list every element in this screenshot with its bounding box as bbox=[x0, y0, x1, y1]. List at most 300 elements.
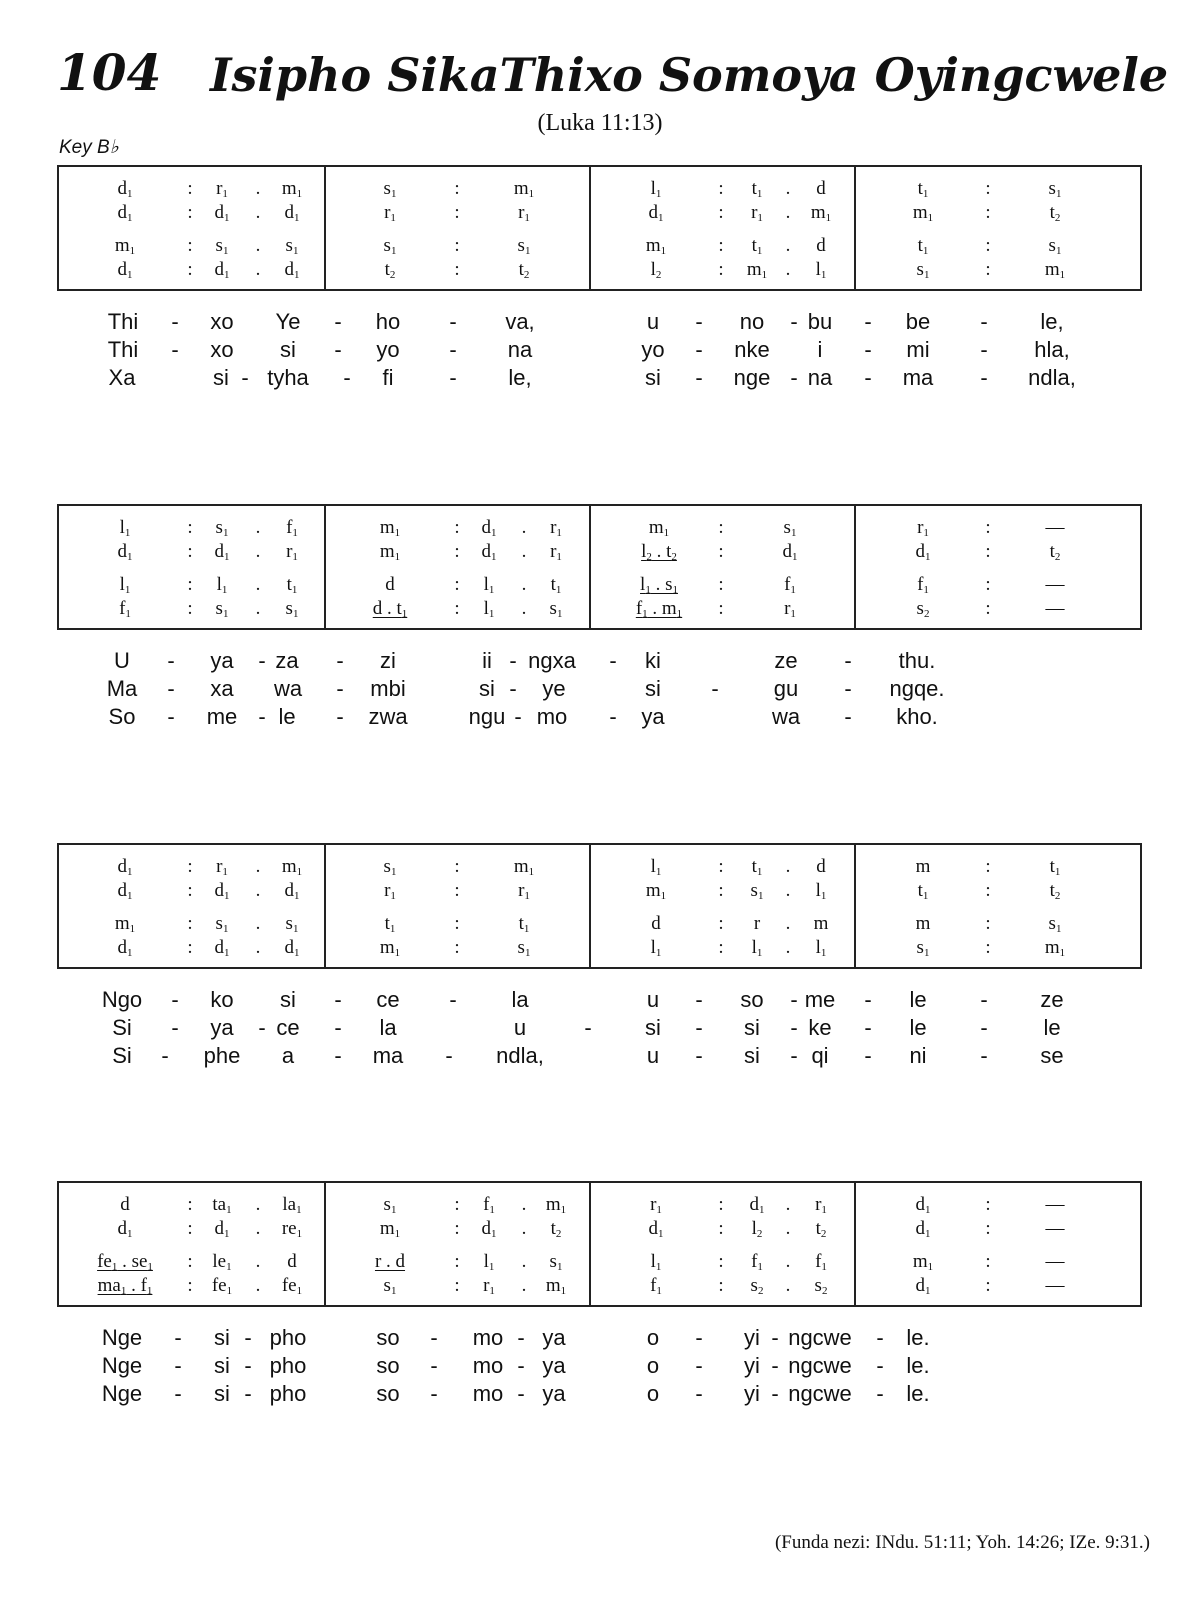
beat-colon: : bbox=[985, 937, 991, 958]
solfa-note: $t_2$ bbox=[384, 259, 396, 281]
solfa-note: $s_1$ bbox=[783, 517, 797, 539]
lyric-syllable: pho bbox=[269, 1353, 307, 1378]
half-beat-dot: . bbox=[785, 1218, 791, 1239]
beat-colon: : bbox=[454, 856, 460, 877]
lyric-line bbox=[0, 675, 1200, 705]
solfa-note: $d_1$ bbox=[481, 541, 497, 563]
solfa-note: $t_2$ bbox=[518, 259, 530, 281]
syllable-hyphen: - bbox=[509, 648, 517, 673]
lyric-line bbox=[0, 308, 1200, 338]
lyric-syllable: Ngo bbox=[101, 987, 143, 1012]
solfa-note: $t_1$ bbox=[518, 913, 530, 935]
syllable-hyphen: - bbox=[876, 1381, 884, 1406]
lyric-syllable: Si bbox=[112, 1015, 132, 1040]
syllable-hyphen: - bbox=[167, 676, 175, 701]
beat-colon: : bbox=[718, 598, 724, 619]
solfa-note: $s_2$ bbox=[750, 1275, 764, 1297]
syllable-hyphen: - bbox=[241, 365, 249, 390]
lyric-syllable: si bbox=[214, 1353, 230, 1378]
solfa-note: $r_1$ bbox=[286, 541, 298, 563]
solfa-note: $s_1$ bbox=[383, 235, 397, 257]
beat-colon: : bbox=[985, 517, 991, 538]
beat-colon: : bbox=[985, 598, 991, 619]
half-beat-dot: . bbox=[785, 202, 791, 223]
voice-row bbox=[59, 855, 1140, 879]
beat-colon: : bbox=[454, 541, 460, 562]
beat-colon: : bbox=[454, 937, 460, 958]
lyric-syllable: i bbox=[817, 337, 823, 362]
syllable-hyphen: - bbox=[517, 1325, 525, 1350]
beat-colon: : bbox=[718, 937, 724, 958]
solfa-note: $m_1$ bbox=[746, 259, 768, 281]
lyric-syllable: si bbox=[645, 365, 661, 390]
lyric-syllable: o bbox=[646, 1353, 660, 1378]
lyric-syllable: wa bbox=[273, 676, 303, 701]
lyric-syllable: ngcwe bbox=[788, 1353, 852, 1378]
staff-system-2 bbox=[57, 504, 1142, 630]
half-beat-dot: . bbox=[785, 913, 791, 934]
solfa-note: $m_1$ bbox=[645, 880, 667, 902]
syllable-hyphen: - bbox=[876, 1353, 884, 1378]
solfa-note: $d_1$ bbox=[117, 541, 133, 563]
beat-colon: : bbox=[454, 517, 460, 538]
beat-colon: : bbox=[187, 235, 193, 256]
lyric-syllable: so bbox=[740, 987, 764, 1012]
lyric-syllable: kho. bbox=[896, 704, 938, 729]
solfa-note: $t_1$ bbox=[917, 235, 929, 257]
lyric-syllable: le. bbox=[906, 1381, 930, 1406]
lyric-syllable: u bbox=[646, 309, 660, 334]
scripture-reference: (Luka 11:13) bbox=[537, 110, 663, 136]
lyric-syllable: thu. bbox=[898, 648, 936, 673]
lyric-syllable: mo bbox=[472, 1381, 504, 1406]
solfa-note: $s_1$ bbox=[383, 178, 397, 200]
lyric-syllable: ngqe. bbox=[889, 676, 945, 701]
half-beat-dot: . bbox=[521, 1251, 527, 1272]
lyric-syllable: za bbox=[275, 648, 299, 673]
lyric-syllable: xo bbox=[210, 337, 234, 362]
lyric-syllable: Nge bbox=[101, 1381, 143, 1406]
lyric-syllable: pho bbox=[269, 1325, 307, 1350]
staff-system-4 bbox=[57, 1181, 1142, 1307]
lyric-line bbox=[0, 647, 1200, 677]
solfa-note: $s_1$ bbox=[549, 1251, 563, 1273]
solfa-note: r . d bbox=[374, 1251, 406, 1272]
lyric-syllable: nke bbox=[734, 337, 770, 362]
solfa-note: $l_1$ bbox=[483, 1251, 495, 1273]
solfa-note: $s_1$ bbox=[549, 598, 563, 620]
solfa-note: $l_1$ bbox=[119, 517, 131, 539]
syllable-hyphen: - bbox=[695, 1353, 703, 1378]
solfa-note: $f_1$ bbox=[650, 1275, 662, 1297]
hymn-title: Isipho SikaThixo Somoya Oyingcwele bbox=[210, 48, 1169, 102]
syllable-hyphen: - bbox=[174, 1325, 182, 1350]
lyric-syllable: la bbox=[379, 1015, 397, 1040]
lyric-syllable: bu bbox=[807, 309, 833, 334]
voice-row bbox=[59, 936, 1140, 960]
half-beat-dot: . bbox=[255, 202, 261, 223]
half-beat-dot: . bbox=[785, 1194, 791, 1215]
beat-colon: : bbox=[187, 517, 193, 538]
solfa-note: $l_1$ bbox=[650, 1251, 662, 1273]
syllable-hyphen: - bbox=[844, 704, 852, 729]
syllable-hyphen: - bbox=[609, 704, 617, 729]
solfa-note: $t_1$ bbox=[751, 235, 763, 257]
footer-references: (Funda nezi: INdu. 51:11; Yoh. 14:26; IZe. 9:31.) bbox=[774, 1532, 1150, 1553]
voice-row bbox=[59, 1193, 1140, 1217]
lyric-syllable: ngu bbox=[468, 704, 506, 729]
lyric-syllable: Nge bbox=[101, 1325, 143, 1350]
lyric-syllable: ii bbox=[482, 648, 492, 673]
lyric-syllable: a bbox=[281, 1043, 295, 1068]
solfa-note: $d_1$ bbox=[117, 880, 133, 902]
solfa-note: $l_1$ bbox=[815, 937, 827, 959]
syllable-hyphen: - bbox=[695, 987, 703, 1012]
syllable-hyphen: - bbox=[980, 337, 988, 362]
solfa-note: $m_1$ bbox=[379, 541, 401, 563]
voice-row bbox=[59, 1274, 1140, 1298]
lyric-syllable: si bbox=[280, 987, 296, 1012]
solfa-note: $f_1$ . $m_1$ bbox=[635, 598, 683, 620]
lyric-syllable: yi bbox=[744, 1353, 760, 1378]
half-beat-dot: . bbox=[785, 880, 791, 901]
solfa-note: $m_1$ bbox=[545, 1194, 567, 1216]
syllable-hyphen: - bbox=[864, 1043, 872, 1068]
solfa-note: $l_2$ . $t_2$ bbox=[641, 541, 677, 563]
solfa-note: $d_1$ bbox=[648, 1218, 664, 1240]
beat-colon: : bbox=[187, 913, 193, 934]
lyric-syllable: mbi bbox=[370, 676, 406, 701]
solfa-note: $fe_1$ bbox=[211, 1275, 233, 1297]
syllable-hyphen: - bbox=[695, 309, 703, 334]
lyric-syllable: le bbox=[278, 704, 296, 729]
beat-colon: : bbox=[454, 1194, 460, 1215]
syllable-hyphen: - bbox=[695, 1325, 703, 1350]
syllable-hyphen: - bbox=[244, 1325, 252, 1350]
solfa-note: $r_1$ bbox=[550, 517, 562, 539]
solfa-note: $m_1$ bbox=[545, 1275, 567, 1297]
beat-colon: : bbox=[454, 913, 460, 934]
solfa-note: $m_1$ bbox=[513, 856, 535, 878]
beat-colon: : bbox=[187, 202, 193, 223]
solfa-note: $t_1$ bbox=[1049, 856, 1061, 878]
syllable-hyphen: - bbox=[430, 1353, 438, 1378]
solfa-note: $l_1$ bbox=[119, 574, 131, 596]
solfa-note: $m_1$ bbox=[912, 202, 934, 224]
lyric-syllable: la bbox=[511, 987, 529, 1012]
solfa-note: $l_1$ bbox=[815, 259, 827, 281]
solfa-note: $s_2$ bbox=[916, 598, 930, 620]
solfa-note: $ma_1$ . $f_1$ bbox=[97, 1275, 153, 1297]
solfa-note: $f_1$ bbox=[751, 1251, 763, 1273]
solfa-note: $d_1$ bbox=[648, 202, 664, 224]
syllable-hyphen: - bbox=[171, 337, 179, 362]
syllable-hyphen: - bbox=[445, 1043, 453, 1068]
solfa-note: m bbox=[915, 913, 931, 934]
syllable-hyphen: - bbox=[844, 648, 852, 673]
syllable-hyphen: - bbox=[980, 1043, 988, 1068]
lyric-syllable: le. bbox=[906, 1325, 930, 1350]
lyric-syllable: si bbox=[479, 676, 495, 701]
half-beat-dot: . bbox=[255, 517, 261, 538]
syllable-hyphen: - bbox=[864, 987, 872, 1012]
lyric-syllable: ma bbox=[902, 365, 934, 390]
solfa-note: $le_1$ bbox=[212, 1251, 232, 1273]
lyric-syllable: na bbox=[507, 337, 533, 362]
lyric-syllable: be bbox=[905, 309, 931, 334]
lyric-syllable: si bbox=[744, 1043, 760, 1068]
beat-colon: : bbox=[187, 1218, 193, 1239]
solfa-note: m bbox=[813, 913, 829, 934]
half-beat-dot: . bbox=[255, 1194, 261, 1215]
solfa-note: $m_1$ bbox=[281, 178, 303, 200]
lyric-syllable: zi bbox=[380, 648, 396, 673]
syllable-hyphen: - bbox=[844, 676, 852, 701]
lyric-syllable: ce bbox=[376, 987, 400, 1012]
lyric-syllable: le. bbox=[906, 1353, 930, 1378]
solfa-note: $s_1$ bbox=[285, 598, 299, 620]
solfa-note: d bbox=[120, 1194, 130, 1215]
beat-colon: : bbox=[454, 1275, 460, 1296]
beat-colon: : bbox=[187, 259, 193, 280]
solfa-note: $d_1$ bbox=[214, 541, 230, 563]
solfa-note: — bbox=[1045, 1275, 1065, 1296]
lyric-syllable: ndla, bbox=[1028, 365, 1076, 390]
beat-colon: : bbox=[187, 856, 193, 877]
solfa-note: $t_1$ bbox=[286, 574, 298, 596]
lyric-syllable: le bbox=[909, 1015, 927, 1040]
syllable-hyphen: - bbox=[790, 365, 798, 390]
solfa-note: $s_1$ bbox=[285, 913, 299, 935]
lyric-syllable: le bbox=[1043, 1015, 1061, 1040]
syllable-hyphen: - bbox=[980, 365, 988, 390]
beat-colon: : bbox=[985, 541, 991, 562]
syllable-hyphen: - bbox=[695, 1381, 703, 1406]
staff-system-3 bbox=[57, 843, 1142, 969]
syllable-hyphen: - bbox=[449, 337, 457, 362]
solfa-note: $l_2$ bbox=[751, 1218, 763, 1240]
lyric-syllable: u bbox=[646, 987, 660, 1012]
lyric-syllable: U bbox=[114, 648, 130, 673]
beat-colon: : bbox=[454, 235, 460, 256]
solfa-note: — bbox=[1045, 574, 1065, 595]
solfa-note: $t_2$ bbox=[815, 1218, 827, 1240]
lyric-syllable: Nge bbox=[101, 1353, 143, 1378]
half-beat-dot: . bbox=[255, 598, 261, 619]
voice-row bbox=[59, 516, 1140, 540]
solfa-note: $l_1$ bbox=[815, 880, 827, 902]
solfa-note: $m_1$ bbox=[645, 235, 667, 257]
lyric-syllable: gu bbox=[773, 676, 799, 701]
solfa-note: $r_1$ bbox=[650, 1194, 662, 1216]
half-beat-dot: . bbox=[785, 1275, 791, 1296]
lyric-syllable: ke bbox=[808, 1015, 832, 1040]
solfa-note: $r_1$ bbox=[483, 1275, 495, 1297]
solfa-note: d bbox=[385, 574, 395, 595]
lyric-syllable: ze bbox=[1040, 987, 1064, 1012]
half-beat-dot: . bbox=[785, 1251, 791, 1272]
solfa-note: $l_1$ bbox=[483, 598, 495, 620]
beat-colon: : bbox=[187, 1194, 193, 1215]
beat-colon: : bbox=[187, 178, 193, 199]
lyric-syllable: tyha bbox=[267, 365, 309, 390]
lyric-syllable: mo bbox=[472, 1353, 504, 1378]
solfa-note: $t_1$ bbox=[751, 856, 763, 878]
half-beat-dot: . bbox=[255, 913, 261, 934]
lyric-syllable: yo bbox=[376, 337, 400, 362]
lyric-syllable: mo bbox=[472, 1325, 504, 1350]
beat-colon: : bbox=[718, 1194, 724, 1215]
lyric-syllable: si bbox=[213, 365, 229, 390]
lyric-syllable: le, bbox=[508, 365, 532, 390]
lyric-syllable: Ma bbox=[106, 676, 138, 701]
lyric-syllable: ze bbox=[774, 648, 798, 673]
lyric-syllable: nge bbox=[733, 365, 771, 390]
half-beat-dot: . bbox=[521, 574, 527, 595]
solfa-note: $d_1$ bbox=[284, 937, 300, 959]
solfa-note: $s_1$ bbox=[215, 598, 229, 620]
half-beat-dot: . bbox=[785, 178, 791, 199]
syllable-hyphen: - bbox=[695, 1015, 703, 1040]
solfa-note: $d_1$ bbox=[117, 856, 133, 878]
half-beat-dot: . bbox=[255, 1275, 261, 1296]
syllable-hyphen: - bbox=[171, 987, 179, 1012]
beat-colon: : bbox=[718, 202, 724, 223]
solfa-note: d . $t_1$ bbox=[372, 598, 408, 620]
lyric-syllable: me bbox=[206, 704, 238, 729]
solfa-note: $f_1$ bbox=[286, 517, 298, 539]
solfa-note: d bbox=[816, 178, 826, 199]
lyric-syllable: ma bbox=[372, 1043, 404, 1068]
lyric-line bbox=[0, 1014, 1200, 1044]
syllable-hyphen: - bbox=[980, 309, 988, 334]
lyric-syllable: si bbox=[280, 337, 296, 362]
solfa-note: m bbox=[915, 856, 931, 877]
lyric-syllable: va, bbox=[505, 309, 535, 334]
solfa-note: $d_1$ bbox=[117, 259, 133, 281]
lyric-syllable: u bbox=[513, 1015, 527, 1040]
beat-colon: : bbox=[718, 856, 724, 877]
solfa-note: $d_1$ bbox=[214, 259, 230, 281]
solfa-note: $s_1$ bbox=[383, 856, 397, 878]
syllable-hyphen: - bbox=[790, 1015, 798, 1040]
voice-row bbox=[59, 879, 1140, 903]
lyric-syllable: ngcwe bbox=[788, 1381, 852, 1406]
half-beat-dot: . bbox=[521, 598, 527, 619]
beat-colon: : bbox=[985, 913, 991, 934]
solfa-note: $d_1$ bbox=[782, 541, 798, 563]
solfa-note: $s_1$ bbox=[750, 880, 764, 902]
lyric-syllable: Xa bbox=[108, 365, 136, 390]
lyric-syllable: yo bbox=[641, 337, 665, 362]
solfa-note: $d_1$ bbox=[117, 1218, 133, 1240]
syllable-hyphen: - bbox=[695, 1043, 703, 1068]
lyric-syllable: mo bbox=[536, 704, 568, 729]
solfa-note: $s_1$ bbox=[517, 937, 531, 959]
lyric-syllable: na bbox=[807, 365, 833, 390]
beat-colon: : bbox=[718, 574, 724, 595]
solfa-note: $r_1$ bbox=[917, 517, 929, 539]
lyric-syllable: ya bbox=[210, 1015, 234, 1040]
syllable-hyphen: - bbox=[336, 648, 344, 673]
half-beat-dot: . bbox=[785, 937, 791, 958]
syllable-hyphen: - bbox=[876, 1325, 884, 1350]
beat-colon: : bbox=[187, 880, 193, 901]
solfa-note: $ta_1$ bbox=[212, 1194, 232, 1216]
solfa-note: $t_1$ bbox=[384, 913, 396, 935]
voice-row bbox=[59, 597, 1140, 621]
solfa-note: $l_1$ bbox=[483, 574, 495, 596]
voice-row bbox=[59, 177, 1140, 201]
solfa-note: $r_1$ bbox=[815, 1194, 827, 1216]
solfa-note: $t_2$ bbox=[1049, 541, 1061, 563]
solfa-note: $s_1$ bbox=[517, 235, 531, 257]
solfa-note: $m_1$ bbox=[513, 178, 535, 200]
solfa-note: $d_1$ bbox=[214, 880, 230, 902]
voice-row bbox=[59, 1250, 1140, 1274]
solfa-note: — bbox=[1045, 1218, 1065, 1239]
half-beat-dot: . bbox=[521, 541, 527, 562]
syllable-hyphen: - bbox=[334, 987, 342, 1012]
solfa-note: $r_1$ bbox=[216, 178, 228, 200]
syllable-hyphen: - bbox=[244, 1353, 252, 1378]
syllable-hyphen: - bbox=[334, 1015, 342, 1040]
voice-row bbox=[59, 1217, 1140, 1241]
beat-colon: : bbox=[718, 178, 724, 199]
syllable-hyphen: - bbox=[336, 676, 344, 701]
solfa-note: $r_1$ bbox=[518, 202, 530, 224]
half-beat-dot: . bbox=[255, 541, 261, 562]
solfa-note: $d_1$ bbox=[214, 937, 230, 959]
lyric-syllable: mi bbox=[906, 337, 930, 362]
syllable-hyphen: - bbox=[695, 337, 703, 362]
half-beat-dot: . bbox=[785, 856, 791, 877]
lyric-syllable: Thi bbox=[107, 309, 139, 334]
lyric-syllable: xo bbox=[210, 309, 234, 334]
lyric-syllable: ngcwe bbox=[788, 1325, 852, 1350]
lyric-syllable: si bbox=[645, 676, 661, 701]
syllable-hyphen: - bbox=[449, 365, 457, 390]
beat-colon: : bbox=[718, 1275, 724, 1296]
lyric-line bbox=[0, 1380, 1200, 1410]
solfa-note: $s_1$ bbox=[916, 259, 930, 281]
lyric-syllable: ya bbox=[210, 648, 234, 673]
lyric-syllable: Thi bbox=[107, 337, 139, 362]
solfa-note: $s_1$ bbox=[1048, 178, 1062, 200]
lyric-syllable: ya bbox=[641, 704, 665, 729]
lyric-syllable: si bbox=[744, 1015, 760, 1040]
lyric-line bbox=[0, 336, 1200, 366]
syllable-hyphen: - bbox=[336, 704, 344, 729]
lyric-syllable: wa bbox=[771, 704, 801, 729]
syllable-hyphen: - bbox=[514, 704, 522, 729]
syllable-hyphen: - bbox=[171, 309, 179, 334]
solfa-note: $r_1$ bbox=[751, 202, 763, 224]
lyric-syllable: le, bbox=[1040, 309, 1064, 334]
syllable-hyphen: - bbox=[430, 1381, 438, 1406]
lyric-syllable: si bbox=[214, 1325, 230, 1350]
solfa-note: $m_1$ bbox=[281, 856, 303, 878]
key-signature: Key B♭ bbox=[59, 137, 119, 158]
solfa-note: $l_1$ bbox=[650, 937, 662, 959]
beat-colon: : bbox=[985, 1218, 991, 1239]
syllable-hyphen: - bbox=[771, 1353, 779, 1378]
lyric-syllable: ya bbox=[542, 1325, 566, 1350]
voice-row bbox=[59, 912, 1140, 936]
solfa-note: $s_1$ bbox=[383, 1275, 397, 1297]
solfa-note: $r_1$ bbox=[216, 856, 228, 878]
solfa-note: $s_1$ bbox=[215, 517, 229, 539]
